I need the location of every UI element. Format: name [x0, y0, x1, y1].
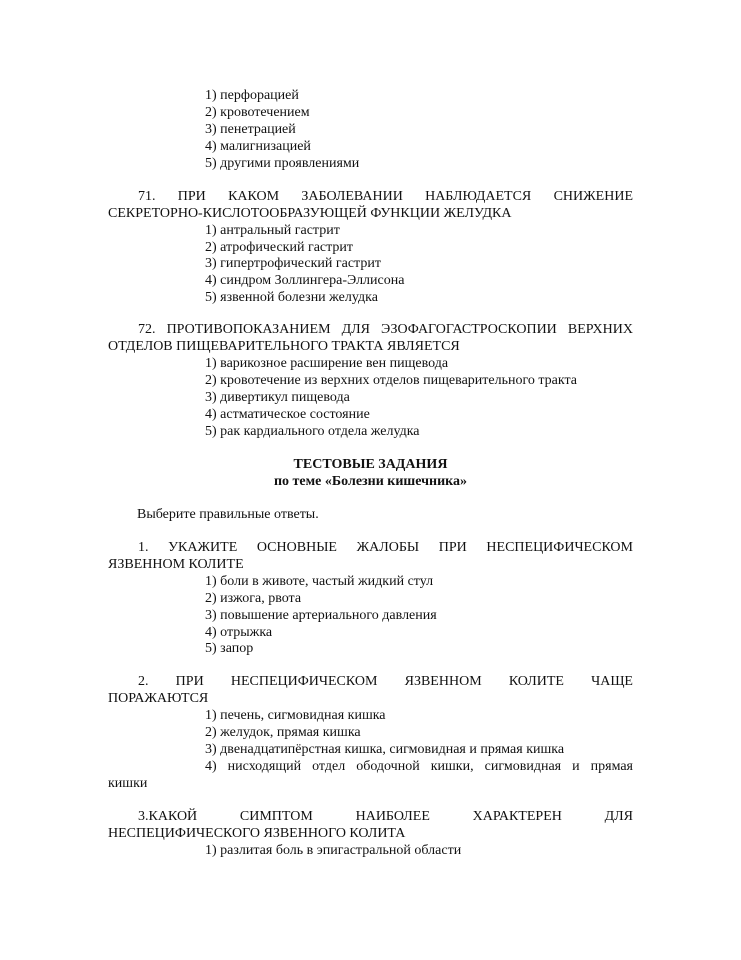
question-1-line1: 1. УКАЖИТЕ ОСНОВНЫЕ ЖАЛОБЫ ПРИ НЕСПЕЦИФИЧЕСКОМ — [138, 540, 633, 555]
answer-option: 3) дивертикул пищевода — [205, 390, 350, 405]
answer-option: 1) антральный гастрит — [205, 223, 340, 238]
section-title: ТЕСТОВЫЕ ЗАДАНИЯ — [293, 457, 448, 472]
question-3-line1: 3.КАКОЙ СИМПТОМ НАИБОЛЕЕ ХАРАКТЕРЕН ДЛЯ — [138, 809, 633, 824]
answer-option: 1) боли в животе, частый жидкий стул — [205, 574, 434, 589]
answer-option: 2) желудок, прямая кишка — [205, 725, 361, 740]
question-2-line1: 2. ПРИ НЕСПЕЦИФИЧЕСКОМ ЯЗВЕННОМ КОЛИТЕ ЧАЩЕ — [138, 674, 633, 689]
question-71-line2: СЕКРЕТОРНО-КИСЛОТООБРАЗУЮЩЕЙ ФУНКЦИИ ЖЕЛУДКА — [108, 206, 512, 221]
answer-option: 3) гипертрофический гастрит — [205, 256, 381, 271]
answer-option: 2) кровотечение из верхних отделов пищеварительного тракта — [205, 373, 577, 388]
answer-option: 1) варикозное расширение вен пищевода — [205, 356, 449, 371]
answer-option-line2: кишки — [108, 776, 148, 791]
answer-option: 4) астматическое состояние — [205, 407, 370, 422]
answer-option: 4) малигнизацией — [205, 139, 311, 154]
question-71-line1: 71. ПРИ КАКОМ ЗАБОЛЕВАНИИ НАБЛЮДАЕТСЯ СНИЖЕНИЕ — [138, 189, 633, 204]
answer-option: 5) другими проявлениями — [205, 156, 360, 171]
question-3-line2: НЕСПЕЦИФИЧЕСКОГО ЯЗВЕННОГО КОЛИТА — [108, 826, 406, 841]
answer-option-line1: 4) нисходящий отдел ободочной кишки, сигмовидная и прямая — [205, 759, 633, 774]
answer-option: 5) запор — [205, 641, 254, 656]
answer-option: 3) двенадцатипёрстная кишка, сигмовидная и прямая кишка — [205, 742, 565, 757]
answer-option: 2) кровотечением — [205, 105, 310, 120]
question-72-line2: ОТДЕЛОВ ПИЩЕВАРИТЕЛЬНОГО ТРАКТА ЯВЛЯЕТСЯ — [108, 339, 460, 354]
answer-option: 4) синдром Золлингера-Эллисона — [205, 273, 405, 288]
answer-option: 5) рак кардиального отдела желудка — [205, 424, 420, 439]
instruction-text: Выберите правильные ответы. — [137, 507, 319, 522]
question-1-line2: ЯЗВЕННОМ КОЛИТЕ — [108, 557, 244, 572]
question-2-line2: ПОРАЖАЮТСЯ — [108, 691, 209, 706]
answer-option: 1) перфорацией — [205, 88, 299, 103]
answer-option: 2) изжога, рвота — [205, 591, 302, 606]
answer-option: 4) отрыжка — [205, 625, 273, 640]
answer-option: 1) печень, сигмовидная кишка — [205, 708, 386, 723]
answer-option: 5) язвенной болезни желудка — [205, 290, 378, 305]
answer-option: 1) разлитая боль в эпигастральной области — [205, 843, 462, 858]
answer-option: 2) атрофический гастрит — [205, 240, 354, 255]
section-subtitle: по теме «Болезни кишечника» — [273, 474, 467, 489]
question-72-line1: 72. ПРОТИВОПОКАЗАНИЕМ ДЛЯ ЭЗОФАГОГАСТРОСКОПИИ ВЕРХНИХ — [138, 322, 633, 337]
answer-option: 3) пенетрацией — [205, 122, 296, 137]
answer-option: 3) повышение артериального давления — [205, 608, 437, 623]
